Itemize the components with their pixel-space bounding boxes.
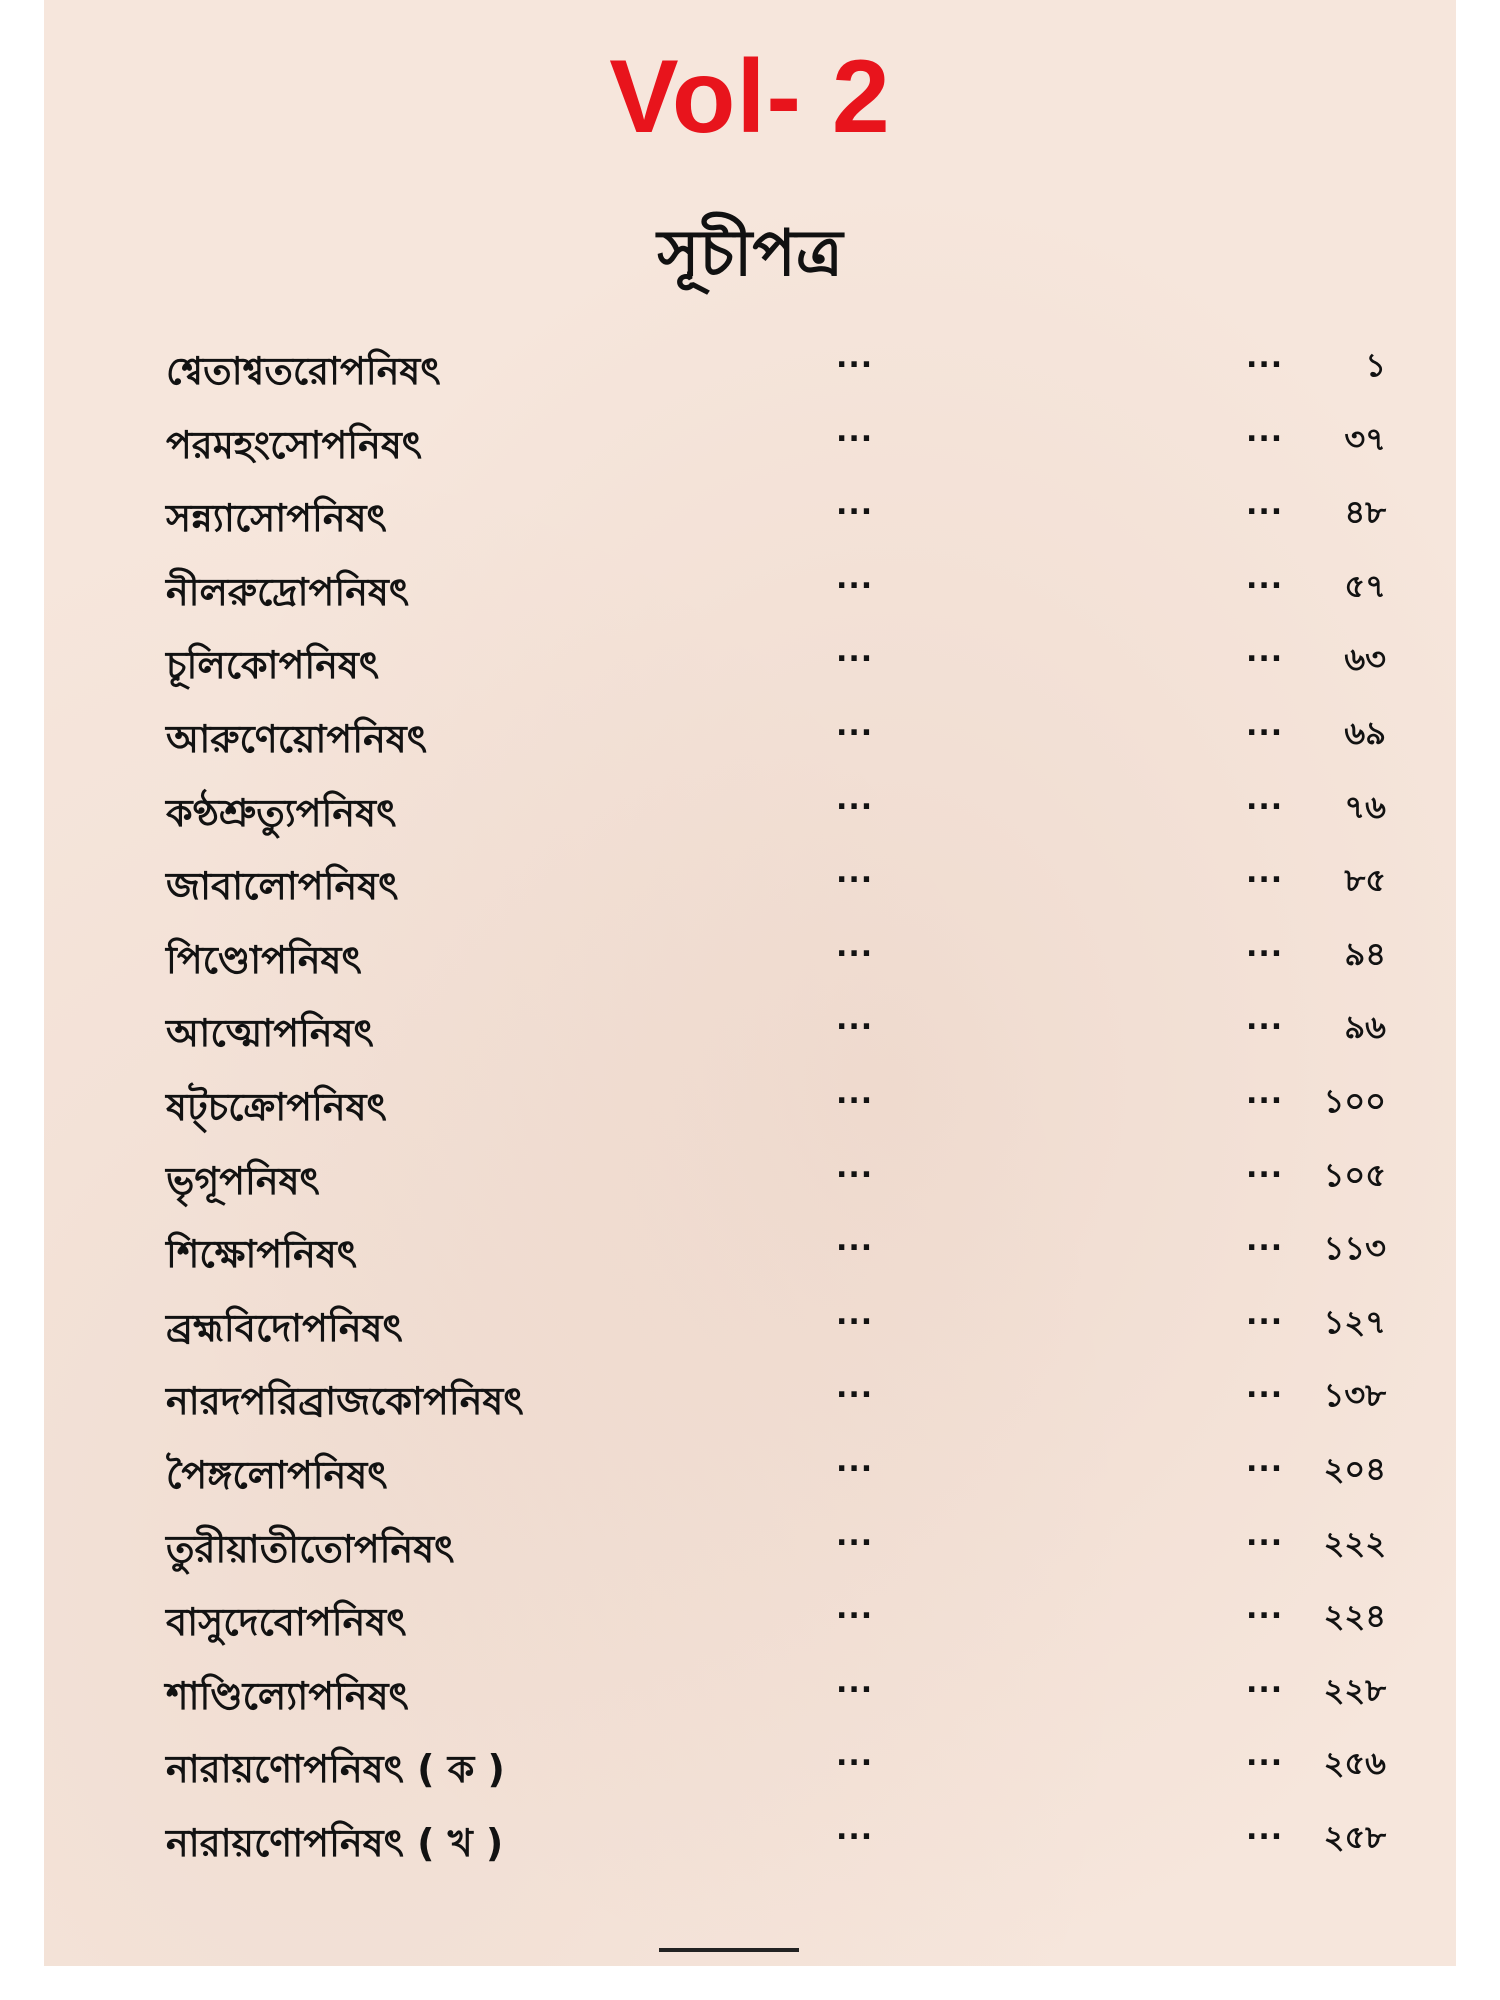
toc-entry-title: নারদপরিব্রাজকোপনিষৎ	[166, 1379, 524, 1424]
toc-entry	[126, 1362, 1456, 1436]
scanned-page	[44, 0, 1456, 1966]
toc-leader-dots: ...	[1246, 1370, 1284, 1406]
table-of-contents-list	[126, 332, 1456, 1877]
toc-entry	[126, 406, 1456, 480]
toc-leader-dots: ...	[836, 1370, 874, 1406]
toc-entry-title: তুরীয়াতীতোপনিষৎ	[166, 1526, 455, 1571]
toc-entry-title: ব্রহ্মবিদোপনিষৎ	[166, 1305, 403, 1350]
toc-leader-dots: ...	[836, 1002, 874, 1038]
toc-entry	[126, 994, 1456, 1068]
toc-entry	[126, 1142, 1456, 1216]
toc-leader-dots: ...	[1246, 413, 1284, 449]
toc-leader-dots: ...	[1246, 487, 1284, 523]
toc-leader-dots: ...	[836, 1738, 874, 1774]
toc-leader-dots: ...	[1246, 1296, 1284, 1332]
toc-entry-page-number: ২২২	[1323, 1523, 1386, 1562]
toc-leader-dots: ...	[1246, 1664, 1284, 1700]
toc-leader-dots: ...	[1246, 634, 1284, 670]
toc-entry-title: আরুণেয়োপনিষৎ	[166, 716, 428, 761]
toc-entry	[126, 479, 1456, 553]
toc-entry-title: শ্বেতাশ্বতরোপনিষৎ	[166, 349, 441, 393]
toc-entry-title: আত্মোপনিষৎ	[166, 1011, 374, 1056]
toc-entry-title: নারায়ণোপনিষৎ ( ক )	[166, 1747, 505, 1792]
toc-entry	[126, 626, 1456, 700]
toc-leader-dots: ...	[836, 1664, 874, 1700]
toc-leader-dots: ...	[1246, 1517, 1284, 1553]
toc-leader-dots: ...	[836, 340, 874, 375]
toc-entry-page-number: ১০০	[1323, 1081, 1386, 1120]
toc-leader-dots: ...	[836, 1296, 874, 1332]
table-of-contents-heading: সূচীপত্র	[657, 217, 843, 291]
toc-entry-page-number: ১৩৮	[1323, 1376, 1386, 1415]
toc-leader-dots: ...	[836, 781, 874, 817]
toc-leader-dots: ...	[1246, 855, 1284, 891]
toc-entry	[126, 1436, 1456, 1510]
volume-label: Vol- 2	[609, 39, 891, 155]
toc-entry	[126, 553, 1456, 627]
toc-entry-page-number: ১২৭	[1323, 1302, 1386, 1341]
toc-leader-dots: ...	[1246, 1002, 1284, 1038]
toc-leader-dots: ...	[836, 1591, 874, 1627]
toc-entry-title: নারায়ণোপনিষৎ ( খ )	[166, 1820, 504, 1865]
toc-entry-page-number: ৪৮	[1344, 493, 1386, 532]
toc-leader-dots: ...	[836, 1223, 874, 1259]
toc-entry	[126, 847, 1456, 921]
toc-leader-dots: ...	[1246, 1223, 1284, 1259]
toc-entry-title: পিণ্ডোপনিষৎ	[166, 937, 362, 982]
toc-leader-dots: ...	[1246, 781, 1284, 817]
toc-entry-page-number: ৯৬	[1344, 1008, 1386, 1047]
toc-entry-page-number: ৩৭	[1344, 419, 1386, 458]
toc-entry	[126, 332, 1456, 406]
toc-entry	[126, 1657, 1456, 1731]
toc-leader-dots: ...	[836, 928, 874, 964]
toc-entry-page-number: ২০৪	[1323, 1449, 1386, 1488]
toc-entry-page-number: ২২৮	[1323, 1670, 1386, 1709]
toc-leader-dots: ...	[836, 855, 874, 891]
toc-entry	[126, 1289, 1456, 1363]
toc-entry	[126, 1215, 1456, 1289]
toc-entry-page-number: ৫৭	[1344, 566, 1386, 605]
toc-leader-dots: ...	[1246, 560, 1284, 596]
toc-entry-title: সন্ন্যাসোপনিষৎ	[166, 496, 387, 541]
toc-entry-page-number: ১১৩	[1323, 1229, 1386, 1268]
toc-entry	[126, 921, 1456, 995]
toc-entry-title: নীলরুদ্রোপনিষৎ	[166, 569, 410, 614]
toc-leader-dots: ...	[836, 634, 874, 670]
toc-entry	[126, 1730, 1456, 1804]
end-divider	[659, 1948, 799, 1952]
toc-entry-page-number: ৮৫	[1344, 861, 1386, 900]
toc-entry-page-number: ১০৫	[1323, 1155, 1386, 1194]
toc-entry-title: বাসুদেবোপনিষৎ	[166, 1600, 407, 1645]
toc-entry-page-number: ৬৯	[1344, 713, 1386, 752]
toc-leader-dots: ...	[1246, 1738, 1284, 1774]
toc-leader-dots: ...	[836, 560, 874, 596]
toc-leader-dots: ...	[1246, 340, 1284, 375]
toc-leader-dots: ...	[836, 1811, 874, 1847]
toc-entry-page-number: ২৫৬	[1323, 1744, 1386, 1783]
toc-entry-title: ষট্চক্রোপনিষৎ	[166, 1084, 387, 1129]
toc-entry-page-number: ৭৬	[1344, 787, 1386, 826]
toc-leader-dots: ...	[836, 1075, 874, 1111]
toc-leader-dots: ...	[836, 707, 874, 743]
toc-entry	[126, 1068, 1456, 1142]
toc-leader-dots: ...	[1246, 1811, 1284, 1847]
toc-leader-dots: ...	[1246, 1075, 1284, 1111]
toc-entry-title: জাবালোপনিষৎ	[166, 864, 399, 909]
toc-entry	[126, 1583, 1456, 1657]
toc-leader-dots: ...	[836, 1517, 874, 1553]
toc-leader-dots: ...	[836, 1443, 874, 1479]
toc-leader-dots: ...	[836, 487, 874, 523]
toc-entry-title: ভৃগূপনিষৎ	[166, 1158, 320, 1203]
toc-leader-dots: ...	[1246, 1443, 1284, 1479]
toc-leader-dots: ...	[836, 413, 874, 449]
toc-entry	[126, 1510, 1456, 1584]
toc-leader-dots: ...	[1246, 1591, 1284, 1627]
toc-entry-title: কণ্ঠশ্রুত্যুপনিষৎ	[166, 790, 397, 835]
toc-entry-title: পরমহংসোপনিষৎ	[166, 422, 423, 467]
toc-entry	[126, 1804, 1456, 1878]
toc-entry-title: চূলিকোপনিষৎ	[166, 643, 380, 688]
toc-entry-page-number: ৬৩	[1344, 640, 1386, 679]
toc-entry-page-number: ২৫৮	[1323, 1817, 1386, 1856]
toc-entry-title: শাণ্ডিল্যোপনিষৎ	[166, 1673, 409, 1718]
toc-entry-page-number: ২২৪	[1323, 1597, 1386, 1636]
toc-entry-title: শিক্ষোপনিষৎ	[166, 1232, 358, 1277]
toc-leader-dots: ...	[1246, 928, 1284, 964]
toc-leader-dots: ...	[1246, 1149, 1284, 1185]
toc-entry-page-number: ৯৪	[1344, 934, 1386, 973]
toc-entry	[126, 700, 1456, 774]
toc-leader-dots: ...	[1246, 707, 1284, 743]
toc-leader-dots: ...	[836, 1149, 874, 1185]
toc-entry-page-number: ১	[1365, 346, 1386, 384]
toc-entry	[126, 774, 1456, 848]
toc-entry-title: পৈঙ্গলোপনিষৎ	[166, 1452, 388, 1497]
